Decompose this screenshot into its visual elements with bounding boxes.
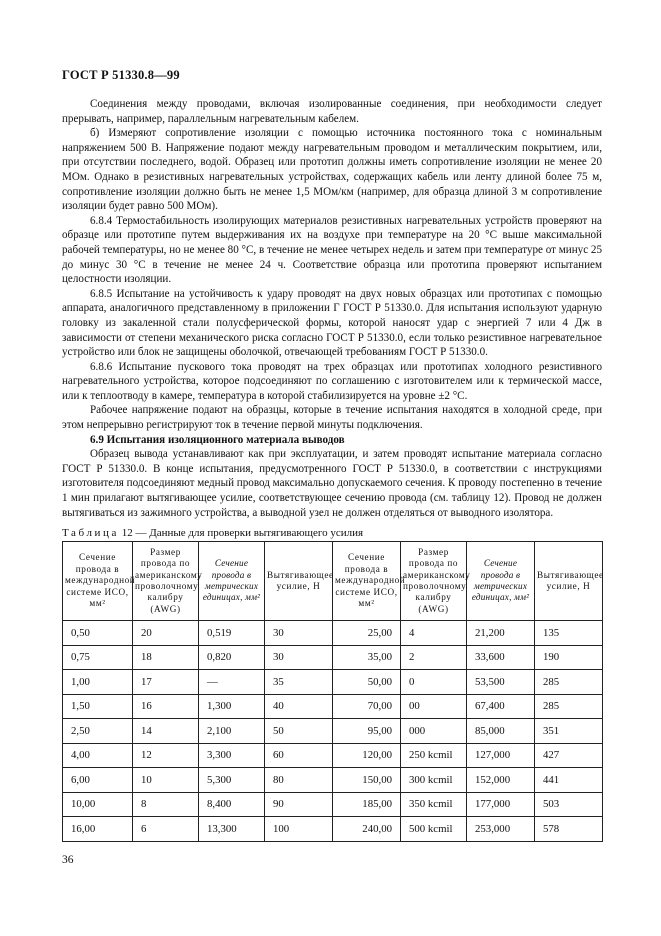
table-cell: 25,00: [333, 621, 401, 646]
paragraph: 6.8.4 Термостабильность изолирующих материалов резистивных нагревательных устройств проверяют на образце или прототипе путем выдерживания их на воздухе при температуре на 20 °С выше максимальной рабочей температуры, но не менее 80 °С, в течение не менее четырех недель и затем при температуре от минус 25 до минус 30 °С в течение не менее 24 ч. Соответствие образца или прототипа проверяют испытанием целостности изоляции.: [62, 214, 602, 286]
table-cell: 80: [265, 768, 333, 793]
table-cell: 70,00: [333, 694, 401, 719]
table-row: [63, 719, 603, 744]
table-cell: 5,300: [199, 768, 265, 793]
table-cell: 0: [401, 670, 467, 695]
table-row: [63, 817, 603, 842]
table-row: [63, 621, 603, 646]
table-cell: 6,00: [63, 768, 133, 793]
table-cell: 285: [535, 694, 603, 719]
table-cell: 152,000: [467, 768, 535, 793]
table-row: [63, 670, 603, 695]
table-cell: 100: [265, 817, 333, 842]
table-cell: 250 kcmil: [401, 743, 467, 768]
table-caption: [62, 527, 363, 539]
table-cell: 135: [535, 621, 603, 646]
table-cell: 10,00: [63, 792, 133, 817]
table-cell: 4,00: [63, 743, 133, 768]
table-body: [63, 621, 603, 842]
table-cell: 1,50: [63, 694, 133, 719]
header-pull-force-2: Вытягивающее усилие, Н: [535, 542, 603, 621]
table-cell: 190: [535, 645, 603, 670]
table-cell: 240,00: [333, 817, 401, 842]
table-caption-label: Таблица: [62, 527, 119, 539]
table-row: [63, 768, 603, 793]
header-iso-section: Сечение провода в международной системе ИСО, мм²: [63, 542, 133, 621]
table-cell: 4: [401, 621, 467, 646]
table-cell: 17: [133, 670, 199, 695]
table-cell: 177,000: [467, 792, 535, 817]
table-cell: 90: [265, 792, 333, 817]
table-cell: 10: [133, 768, 199, 793]
table-cell: 95,00: [333, 719, 401, 744]
header-metric-section-2: Сечение провода в метрических единицах, мм²: [467, 542, 535, 621]
table-caption-title: 12 — Данные для проверки вытягивающего усилия: [121, 527, 364, 539]
table-cell: 14: [133, 719, 199, 744]
table-cell: 50: [265, 719, 333, 744]
table-cell: 53,500: [467, 670, 535, 695]
table-cell: 1,00: [63, 670, 133, 695]
table-cell: 578: [535, 817, 603, 842]
table-cell: 2: [401, 645, 467, 670]
table-cell: 253,000: [467, 817, 535, 842]
table-row: [63, 792, 603, 817]
table-cell: 30: [265, 645, 333, 670]
table-cell: 441: [535, 768, 603, 793]
table-cell: 427: [535, 743, 603, 768]
page-number: 36: [62, 854, 74, 866]
table-cell: 85,000: [467, 719, 535, 744]
table-cell: 351: [535, 719, 603, 744]
table-cell: 30: [265, 621, 333, 646]
paragraph: 6.8.5 Испытание на устойчивость к удару проводят на двух новых образцах или прототипах с помощью аппарата, аналогичного представленному в приложении Г ГОСТ Р 51330.0. Для испытания используют ударную головку из закаленной стали полусферической формы, которой наносят удар с энергией 7 или 4 Дж в зависимости от степени механического риска согласно ГОСТ Р 51330.0, если только резистивное нагревательное устройство или блок не защищены оболочкой, отвечающей требованиям ГОСТ Р 51330.0.: [62, 287, 602, 359]
table-cell: 18: [133, 645, 199, 670]
document-header: ГОСТ Р 51330.8—99: [62, 68, 180, 82]
table-header-row: [63, 542, 603, 621]
table-row: [63, 743, 603, 768]
table-row: [63, 645, 603, 670]
table-cell: 00: [401, 694, 467, 719]
table-cell: 0,820: [199, 645, 265, 670]
table-cell: 50,00: [333, 670, 401, 695]
table-cell: 33,600: [467, 645, 535, 670]
table-cell: —: [199, 670, 265, 695]
table-cell: 000: [401, 719, 467, 744]
header-awg-size: Размер провода по американскому проволочному калибру (AWG): [133, 542, 199, 621]
table-cell: 2,100: [199, 719, 265, 744]
table-cell: 500 kcmil: [401, 817, 467, 842]
table-cell: 35,00: [333, 645, 401, 670]
paragraph: Соединения между проводами, включая изолированные соединения, при необходимости следует прерывать, например, параллельным нагревательным кабелем.: [62, 98, 602, 125]
table-row: [63, 694, 603, 719]
table-cell: 6: [133, 817, 199, 842]
table-cell: 3,300: [199, 743, 265, 768]
paragraph: б) Измеряют сопротивление изоляции с помощью источника постоянного тока с номинальным напряжением 500 В. Напряжение подают между нагревательным проводом и металлическим покрытием, или, при отсутствии последнего, водой. Образец или прототип должны иметь сопротивление изоляции не менее 20 МОм. Однако в резистивных нагревательных устройствах, содержащих кабель или ленту длиной более 75 м, сопротивление изоляции должно быть не менее 1,5 МОм/км (например, для образца длиной 3 м сопротивление изоляции будет равно 500 МОм).: [62, 127, 602, 213]
header-metric-section: Сечение провода в метрических единицах, мм²: [199, 542, 265, 621]
table-cell: 8,400: [199, 792, 265, 817]
body-text: [62, 97, 602, 520]
table-cell: 67,400: [467, 694, 535, 719]
pull-force-table: [62, 541, 603, 842]
table-cell: 0,50: [63, 621, 133, 646]
section-heading: 6.9 Испытания изоляционного материала выводов: [90, 433, 345, 446]
table-cell: 127,000: [467, 743, 535, 768]
paragraph: 6.8.6 Испытание пускового тока проводят на трех образцах или прототипах холодного резистивного нагревательного устройства, которое подсоединяют по соглашению с изготовителем или к термической массе, или к теплоотводу в камере, температура в которой стабилизируется на уровне ±2 °С.: [62, 360, 602, 402]
table-cell: 16,00: [63, 817, 133, 842]
table-cell: 185,00: [333, 792, 401, 817]
table-cell: 0,519: [199, 621, 265, 646]
table-cell: 40: [265, 694, 333, 719]
table-cell: 503: [535, 792, 603, 817]
table-cell: 8: [133, 792, 199, 817]
table-cell: 12: [133, 743, 199, 768]
table-cell: 285: [535, 670, 603, 695]
table-cell: 20: [133, 621, 199, 646]
table-cell: 60: [265, 743, 333, 768]
table-cell: 0,75: [63, 645, 133, 670]
table-cell: 16: [133, 694, 199, 719]
header-awg-size-2: Размер провода по американскому проволочному калибру (AWG): [401, 542, 467, 621]
table-cell: 2,50: [63, 719, 133, 744]
table-cell: 13,300: [199, 817, 265, 842]
table-cell: 21,200: [467, 621, 535, 646]
table-cell: 35: [265, 670, 333, 695]
header-pull-force: Вытягивающее усилие, Н: [265, 542, 333, 621]
table-cell: 350 kcmil: [401, 792, 467, 817]
paragraph: Рабочее напряжение подают на образцы, которые в течение испытания находятся в холодной среде, при этом непрерывно регистрируют ток в течение первой минуты подключения.: [62, 404, 602, 432]
table-cell: 1,300: [199, 694, 265, 719]
paragraph: Образец вывода устанавливают как при эксплуатации, и затем проводят испытание материала согласно ГОСТ Р 51330.0. В конце испытания, предусмотренного ГОСТ Р 51330.0, в соответствии с инструкциями изготовителя подсоединяют медный провод максимально допускаемого сечения. К проводу постепенно в течение 1 мин прилагают вытягивающее усилие, соответствующее сечению провода (см. таблицу 12). Провод не должен вытягиваться из зажимного устройства, а выводной узел не должен отделяться от выводного изолятора.: [62, 448, 602, 519]
header-iso-section-2: Сечение провода в международной системе ИСО, мм²: [333, 542, 401, 621]
table-cell: 120,00: [333, 743, 401, 768]
table-cell: 150,00: [333, 768, 401, 793]
table-cell: 300 kcmil: [401, 768, 467, 793]
